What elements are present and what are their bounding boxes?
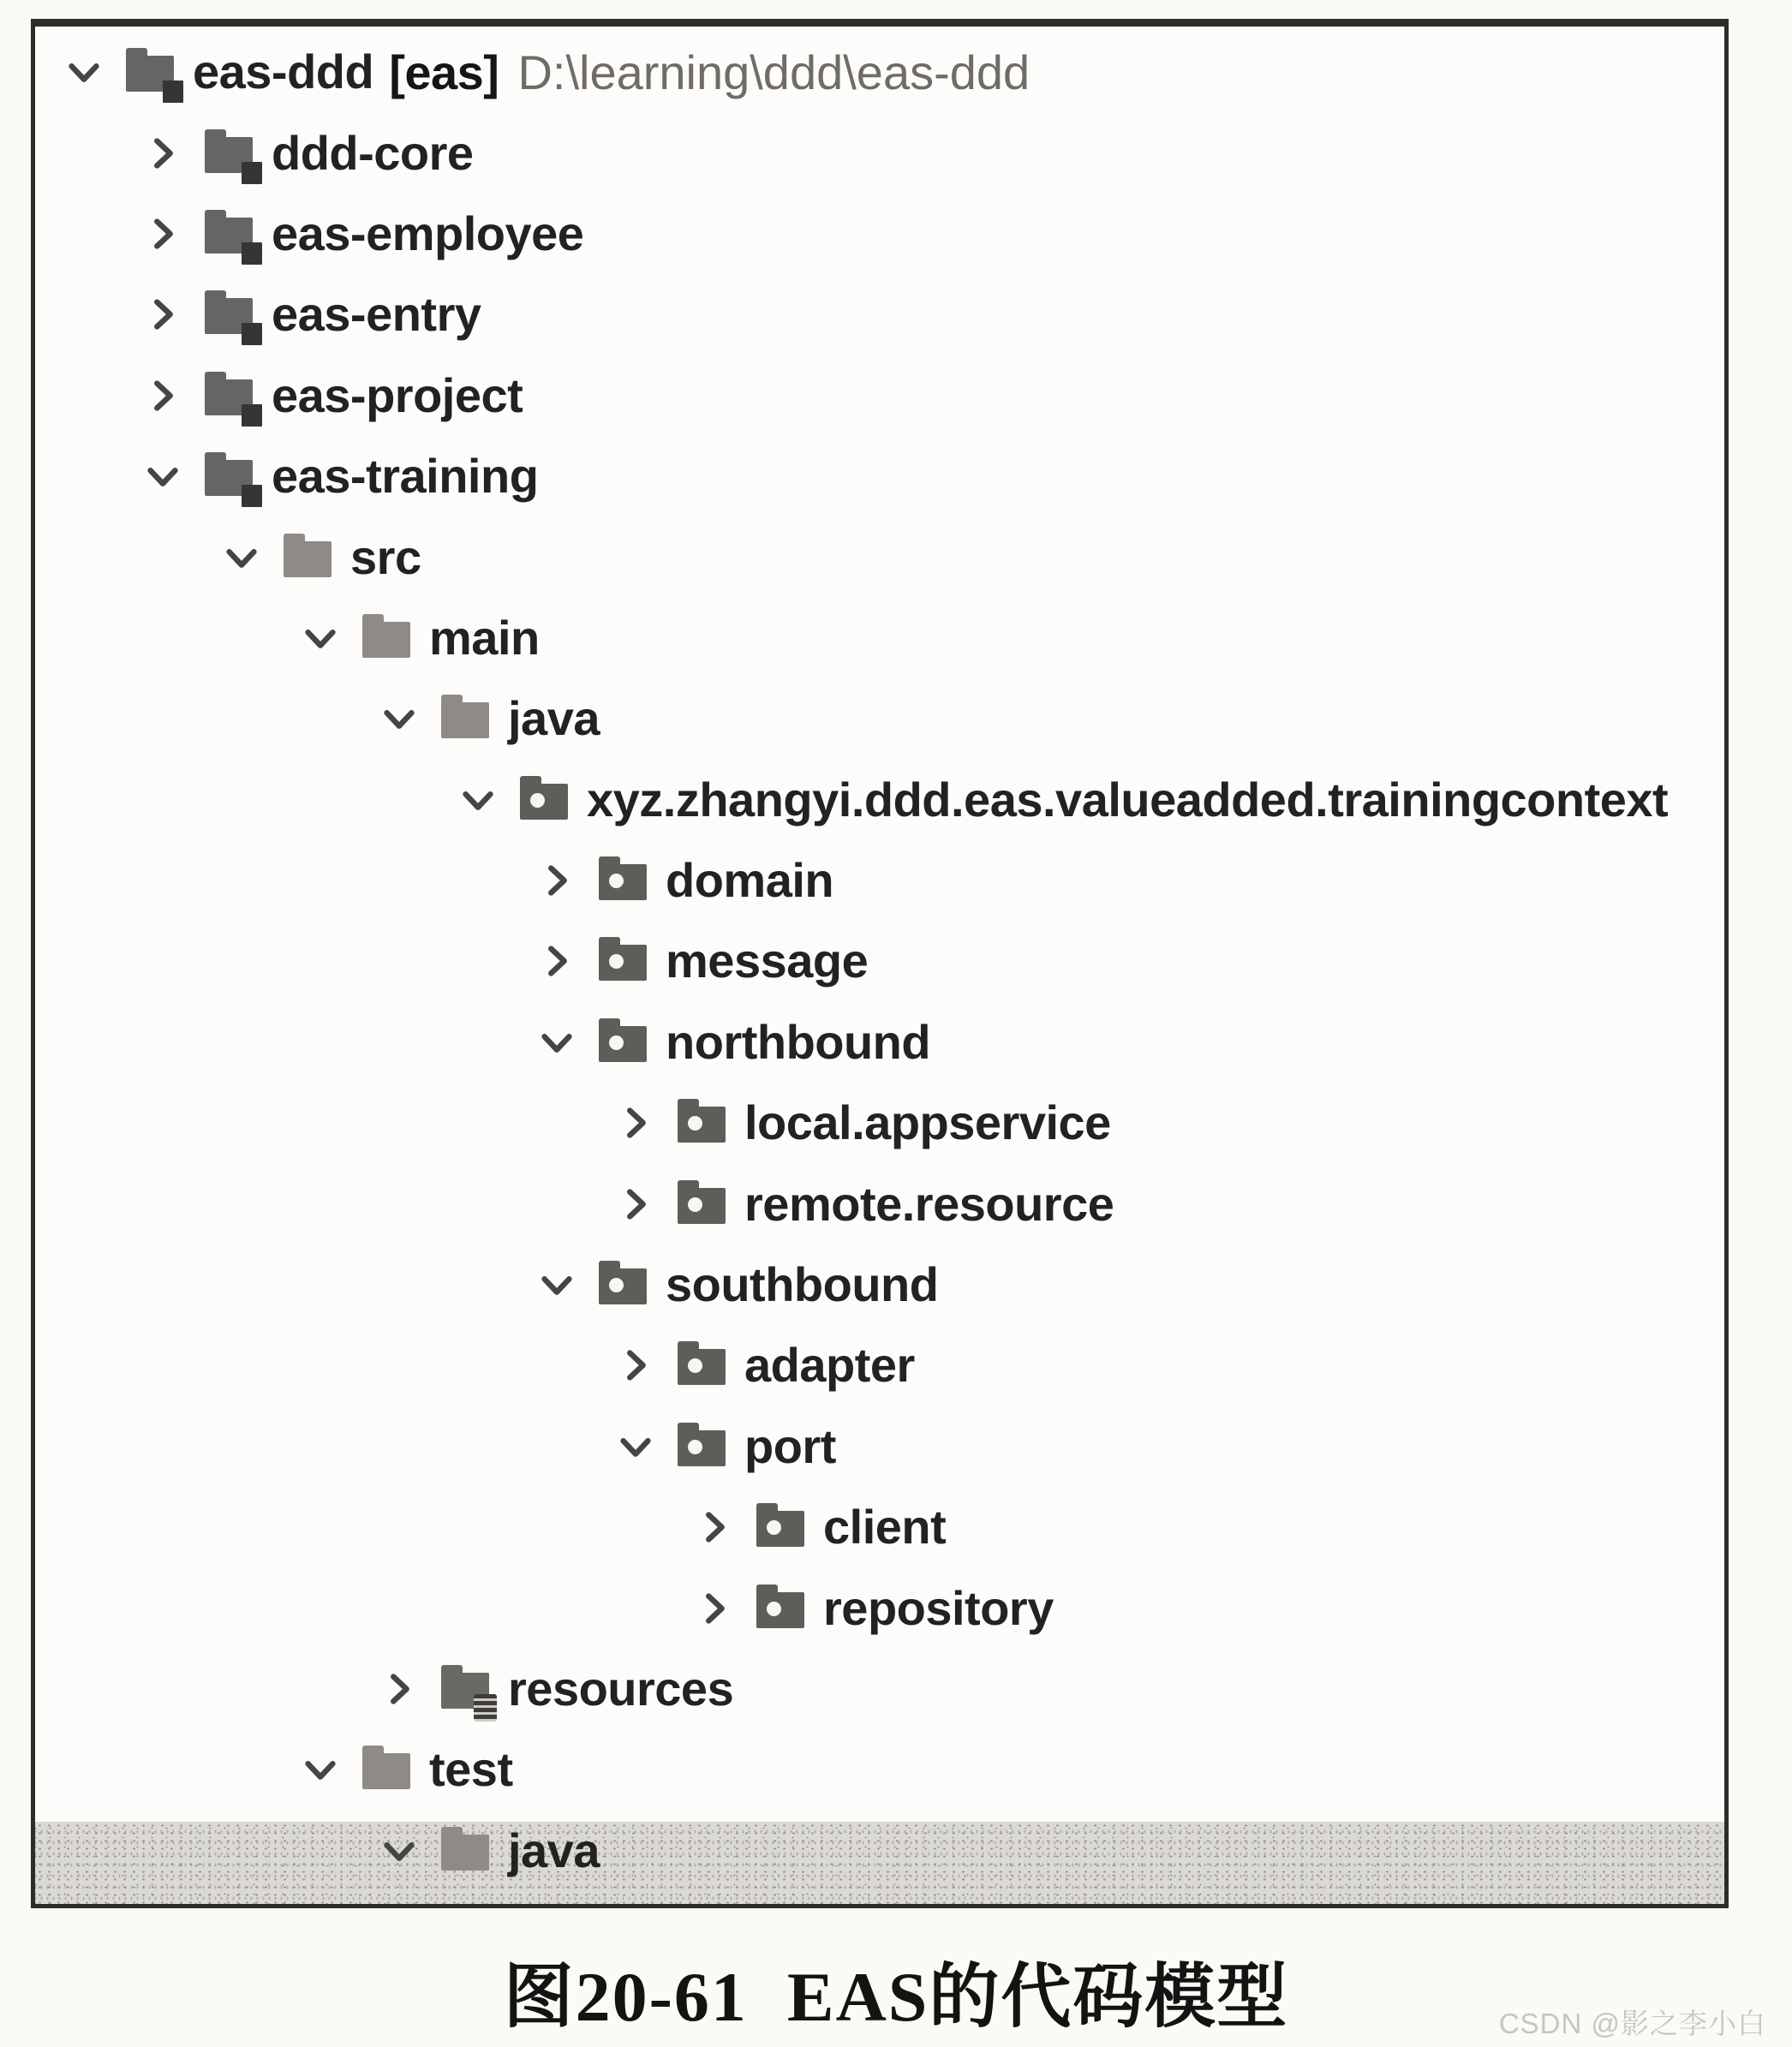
module-folder-icon	[205, 137, 253, 173]
tree-item-label: adapter	[744, 1338, 915, 1393]
chevron-down-icon[interactable]	[143, 457, 182, 496]
tree-item[interactable]	[35, 516, 1724, 597]
tree-item[interactable]	[35, 1649, 1724, 1729]
package-folder-icon	[756, 1592, 804, 1628]
module-folder-icon	[126, 56, 174, 92]
tree-item-label: eas-entry	[272, 287, 481, 342]
tree-item[interactable]	[35, 194, 1724, 274]
tree-item-label: main	[429, 610, 540, 665]
module-folder-icon	[205, 298, 253, 334]
project-name-badge: [eas]	[389, 45, 499, 99]
chevron-down-icon[interactable]	[222, 538, 261, 577]
tree-item-label: eas-project	[272, 367, 523, 422]
tree-item[interactable]	[35, 760, 1724, 840]
chevron-down-icon[interactable]	[379, 1831, 419, 1871]
tree-item[interactable]	[35, 1567, 1724, 1648]
tree-item-label: eas-ddd	[193, 45, 374, 99]
tree-item[interactable]	[35, 1325, 1724, 1405]
tree-item[interactable]	[35, 1487, 1724, 1567]
package-folder-icon	[678, 1430, 726, 1466]
tree-item-label: port	[744, 1418, 836, 1473]
tree-item-label: local.appservice	[744, 1095, 1111, 1150]
tree-item-label: domain	[666, 853, 834, 908]
chevron-right-icon[interactable]	[695, 1507, 734, 1547]
package-folder-icon	[599, 945, 647, 981]
tree-item[interactable]	[35, 274, 1724, 355]
tree-item[interactable]	[35, 355, 1724, 436]
chevron-down-icon[interactable]	[301, 1750, 340, 1789]
package-folder-icon	[678, 1188, 726, 1224]
tree-item[interactable]	[35, 1083, 1724, 1163]
chevron-right-icon[interactable]	[143, 134, 182, 173]
chevron-down-icon[interactable]	[537, 1265, 576, 1304]
tree-item[interactable]	[35, 32, 1724, 112]
chevron-down-icon[interactable]	[379, 699, 419, 738]
chevron-down-icon[interactable]	[537, 1023, 576, 1062]
package-folder-icon	[599, 864, 647, 900]
chevron-right-icon[interactable]	[616, 1185, 655, 1224]
tree-item[interactable]	[35, 1244, 1724, 1325]
figure-title: EAS的代码模型	[786, 1958, 1289, 2036]
tree-item-label: repository	[823, 1580, 1054, 1635]
tree-item[interactable]	[35, 840, 1724, 921]
package-folder-icon	[678, 1107, 726, 1143]
chevron-down-icon[interactable]	[458, 780, 498, 820]
tree-item-label: ddd-core	[272, 125, 474, 180]
tree-item-label: resources	[508, 1662, 734, 1716]
tree-item[interactable]	[35, 1811, 1724, 1891]
plain-folder-icon	[284, 541, 332, 577]
tree-item-label: eas-training	[272, 449, 539, 504]
tree-item[interactable]	[35, 112, 1724, 193]
watermark-text: CSDN @影之李小白	[1498, 2008, 1766, 2039]
tree-item[interactable]	[35, 598, 1724, 678]
tree-item[interactable]	[35, 1002, 1724, 1083]
chevron-right-icon[interactable]	[695, 1589, 734, 1628]
figure-number: 图20-61	[503, 1958, 748, 2036]
chevron-right-icon[interactable]	[537, 861, 576, 900]
tree-item-label: eas-employee	[272, 206, 584, 260]
chevron-right-icon[interactable]	[537, 941, 576, 981]
module-folder-icon	[205, 218, 253, 254]
module-folder-icon	[205, 379, 253, 415]
chevron-right-icon[interactable]	[143, 376, 182, 415]
tree-item[interactable]	[35, 436, 1724, 516]
tree-item-label: java	[508, 691, 600, 746]
tree-item-label: xyz.zhangyi.ddd.eas.valueadded.trainingcontext	[587, 772, 1669, 827]
tree-item-label: remote.resource	[744, 1176, 1114, 1231]
tree-item[interactable]	[35, 1729, 1724, 1810]
resources-folder-icon	[441, 1673, 489, 1709]
tree-item-label: src	[350, 529, 421, 584]
chevron-right-icon[interactable]	[143, 295, 182, 334]
package-folder-icon	[599, 1268, 647, 1304]
tree-rows	[35, 27, 1724, 1891]
tree-item-label: java	[508, 1823, 600, 1877]
tree-item[interactable]	[35, 921, 1724, 1001]
tree-item-label: northbound	[666, 1014, 931, 1069]
module-folder-icon	[205, 460, 253, 496]
chevron-right-icon[interactable]	[143, 214, 182, 254]
tree-item-label: southbound	[666, 1257, 939, 1312]
package-folder-icon	[599, 1026, 647, 1062]
project-path: D:\learning\ddd\eas-ddd	[517, 45, 1030, 99]
tree-item[interactable]	[35, 1406, 1724, 1487]
tree-item[interactable]	[35, 1163, 1724, 1244]
tree-item[interactable]	[35, 678, 1724, 759]
chevron-down-icon[interactable]	[301, 618, 340, 658]
package-folder-icon	[756, 1511, 804, 1547]
chevron-right-icon[interactable]	[616, 1103, 655, 1143]
chevron-down-icon[interactable]	[64, 52, 104, 92]
chevron-right-icon[interactable]	[616, 1346, 655, 1385]
plain-folder-icon	[441, 1835, 489, 1871]
plain-folder-icon	[441, 702, 489, 738]
chevron-down-icon[interactable]	[616, 1427, 655, 1466]
package-folder-icon	[678, 1349, 726, 1385]
tree-item-label: test	[429, 1742, 513, 1797]
tree-item-label: message	[666, 934, 869, 988]
tree-item-label: client	[823, 1500, 947, 1555]
project-tree-panel	[31, 19, 1729, 1908]
package-folder-icon	[520, 784, 568, 820]
chevron-right-icon[interactable]	[379, 1669, 419, 1709]
plain-folder-icon	[362, 1753, 410, 1789]
plain-folder-icon	[362, 622, 410, 658]
